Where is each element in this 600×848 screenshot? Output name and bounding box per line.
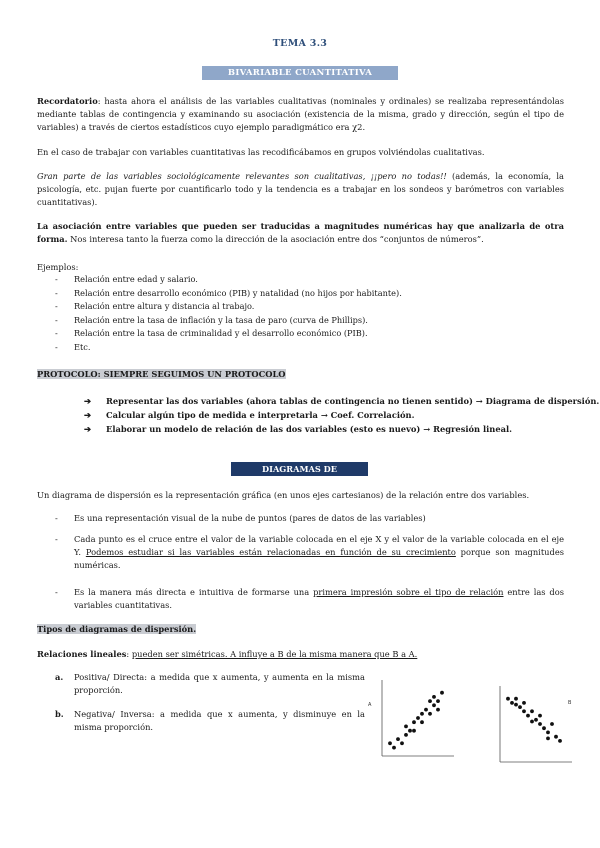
scatter-point [392, 746, 396, 750]
scatter-point [440, 691, 444, 695]
scatter-point [506, 697, 510, 701]
chart-label: A [368, 702, 372, 708]
protocolo-heading: PROTOCOLO: SIEMPRE SEGUIMOS UN PROTOCOLO [37, 369, 286, 379]
list-item: - Relación entre edad y salario. [55, 274, 198, 284]
paragraph-definicion: Un diagrama de dispersión es la representación gráfica (en unos ejes cartesianos) de la relación entre dos variables. [37, 490, 530, 500]
scatter-point [404, 725, 408, 729]
list-item: - Es una representación visual de la nube de puntos (pares de datos de las variables) [55, 513, 426, 523]
gran-parte-italic: Gran parte de las variables sociológicamente relevantes son cualitativas, ¡¡pero no todas!! [37, 171, 447, 181]
ejemplos-label: Ejemplos: [37, 262, 79, 272]
scatter-point [530, 720, 534, 724]
document-page: TEMA 3.3 BIVARIABLE CUANTITATIVA Recordatorio: hasta ahora el análisis de las variables cualitativas (nominales y ordinales) se realizaba representándolas mediante tablas de contingencia y examinando su asociación (existencia de la misma, grado y dirección, según el tipo de variables) a través de ciertos estadísticos cuyo ejemplo paradigmático era χ2. En el caso de trabajar con variables cuantitativas las recodificábamos en grupos volviéndolas cualitativas. Gran parte de las variables sociológicamente relevantes son cualitativas, ¡¡pero no todas!! (además, la economía, la psicología, etc. pujan fuerte por cuantificarlo todo y la tendencia es a trabajar en los sondeos y barómetros con variables cuantitativas). La asociación entre variables que pueden ser traducidas a magnitudes numéricas hay que analizarla de otra forma. Nos interesa tanto la fuerza como la dirección de la asociación entre dos “conjuntos de números”. Ejemplos: - Relación entre edad y salario. - Relación entre desarrollo económico (PIB) y natalidad (no hijos por habitante). - Relación entre altura y distancia al trabajo. - Relación entre la tasa de inflación y la tasa de paro (curva de Phillips). - Relación entre la tasa de criminalidad y el desarrollo económico (PIB). - Etc. PROTOCOLO: SIEMPRE SEGUIMOS UN PROTOCOLO ➔ Representar las dos variables (ahora tablas de contingencia no tienen sentido) → Diagrama de dispersión. ➔ Calcular algún tipo de medida e interpretarla → Coef. Correlación. ➔ Elaborar un modelo de relación de las dos variables (esto es nuevo) → Regresión lineal. DIAGRAMAS DE DISPERSIÓN Un diagrama de dispersión es la representación gráfica (en unos ejes cartesianos) de la relación entre dos variables. - Es una representación visual de la nube de puntos (pares de datos de las variables) - Cada punto es el cruce entre el valor de la variable colocada en el eje X y el valor de la variable colocada en el eje Y. Podemos estudiar si las variables están relacionadas en función de su crecimiento porque son magnitudes numéricas. - Es la manera más directa e intuitiva de formarse una primera impresión sobre el tipo de relación entre las dos variables cuantitativas. Tipos de diagramas de dispersión. Relaciones lineales: pueden ser simétricas. A influye a B de la misma manera que B a A. a. Positiva/ Directa: a medida que x aumenta, y aumenta en la misma proporción. b. Negativa/ Inversa: a medida que x aumenta, y disminuye en la misma proporción. A B [0, 0, 600, 848]
list-item: - Cada punto es el cruce entre el valor de la variable colocada en el eje X y el valor de la variable colocada en el eje Y. Podemos estudiar si las variables están relacionadas en función de su crecimiento porque son magnitudes numéricas. [55, 534, 564, 570]
scatter-point [408, 729, 412, 733]
scatter-point [420, 720, 424, 724]
scatter-point [436, 708, 440, 712]
scatter-point [510, 701, 514, 705]
scatter-point [416, 716, 420, 720]
list-item: - Relación entre altura y distancia al trabajo. [55, 301, 255, 311]
paragraph-trabajar: En el caso de trabajar con variables cuantitativas las recodificábamos en grupos volviéndolas cualitativas. [37, 147, 485, 157]
scatter-point [396, 737, 400, 741]
section-banner-bivariable: BIVARIABLE CUANTITATIVA [202, 66, 398, 80]
asociacion-rest: Nos interesa tanto la fuerza como la dirección de la asociación entre dos “conjuntos de números”. [67, 234, 484, 244]
scatter-point [546, 731, 550, 735]
scatter-point [546, 737, 550, 741]
scatter-point [432, 703, 436, 707]
scatter-point [428, 699, 432, 703]
scatter-point [534, 718, 538, 722]
list-item: - Relación entre desarrollo económico (PIB) y natalidad (no hijos por habitante). [55, 287, 402, 298]
asociacion-bold: La asociación entre variables que pueden ser traducidas a magnitudes numéricas hay que analizarla de otra forma. [37, 221, 564, 244]
list-item: - Relación entre la tasa de criminalidad y el desarrollo económico (PIB). [55, 328, 368, 338]
scatter-point [436, 699, 440, 703]
list-item: - Es la manera más directa e intuitiva de formarse una primera impresión sobre el tipo de relación entre las dos variables cuantitativas. [55, 587, 564, 610]
scatter-point [412, 720, 416, 724]
scatter-chart-negative [484, 682, 574, 767]
scatter-point [428, 712, 432, 716]
section-banner-diagramas: DIAGRAMAS DE DISPERSIÓN [231, 462, 368, 476]
scatter-point [522, 709, 526, 713]
scatter-point [550, 722, 554, 726]
scatter-point [514, 703, 518, 707]
recordatorio-text: : hasta ahora el análisis de las variables cualitativas (nominales y ordinales) se realizaba representándolas mediante tablas de contingencia y examinando su asociación (existencia de la misma, grado y dirección, según el tipo de variables) a través de ciertos estadísticos cuyo ejemplo paradigmático era χ2. [37, 96, 564, 132]
scatter-point [538, 714, 542, 718]
gran-parte-rest: (además, la economía, la psicología, etc. pujan fuerte por cuantificarlo todo y la tendencia es a trabajar en los sondeos y barómetros con variables cuantitativas). [37, 171, 565, 207]
scatter-point [558, 739, 562, 743]
scatter-point [518, 705, 522, 709]
scatter-point [404, 733, 408, 737]
scatter-point [530, 709, 534, 713]
scatter-point [412, 729, 416, 733]
scatter-point [522, 701, 526, 705]
paragraph-gran-parte [37, 170, 564, 209]
relaciones-lineales: Relaciones lineales: pueden ser simétricas. A influye a B de la misma manera que B a A. [37, 649, 418, 659]
scatter-point [526, 714, 530, 718]
tipos-heading: Tipos de diagramas de dispersión. [37, 624, 197, 634]
page-title: TEMA 3.3 [272, 38, 328, 49]
scatter-point [424, 708, 428, 712]
scatter-point [432, 695, 436, 699]
scatter-point [514, 697, 518, 701]
scatter-point [400, 741, 404, 745]
scatter-point [542, 726, 546, 730]
scatter-point [420, 712, 424, 716]
list-item: - Etc. [55, 341, 91, 352]
list-item: - Relación entre la tasa de inflación y la tasa de paro (curva de Phillips). [55, 314, 368, 325]
paragraph-recordatorio [37, 95, 564, 134]
ejemplos-list [0, 273, 600, 353]
chart-label: B [568, 700, 572, 706]
paragraph-asociacion [37, 220, 564, 246]
scatter-point [388, 741, 392, 745]
scatter-point [538, 722, 542, 726]
scatter-chart-positive [366, 676, 456, 761]
scatter-point [554, 735, 558, 739]
recordatorio-label: Recordatorio [37, 96, 98, 106]
